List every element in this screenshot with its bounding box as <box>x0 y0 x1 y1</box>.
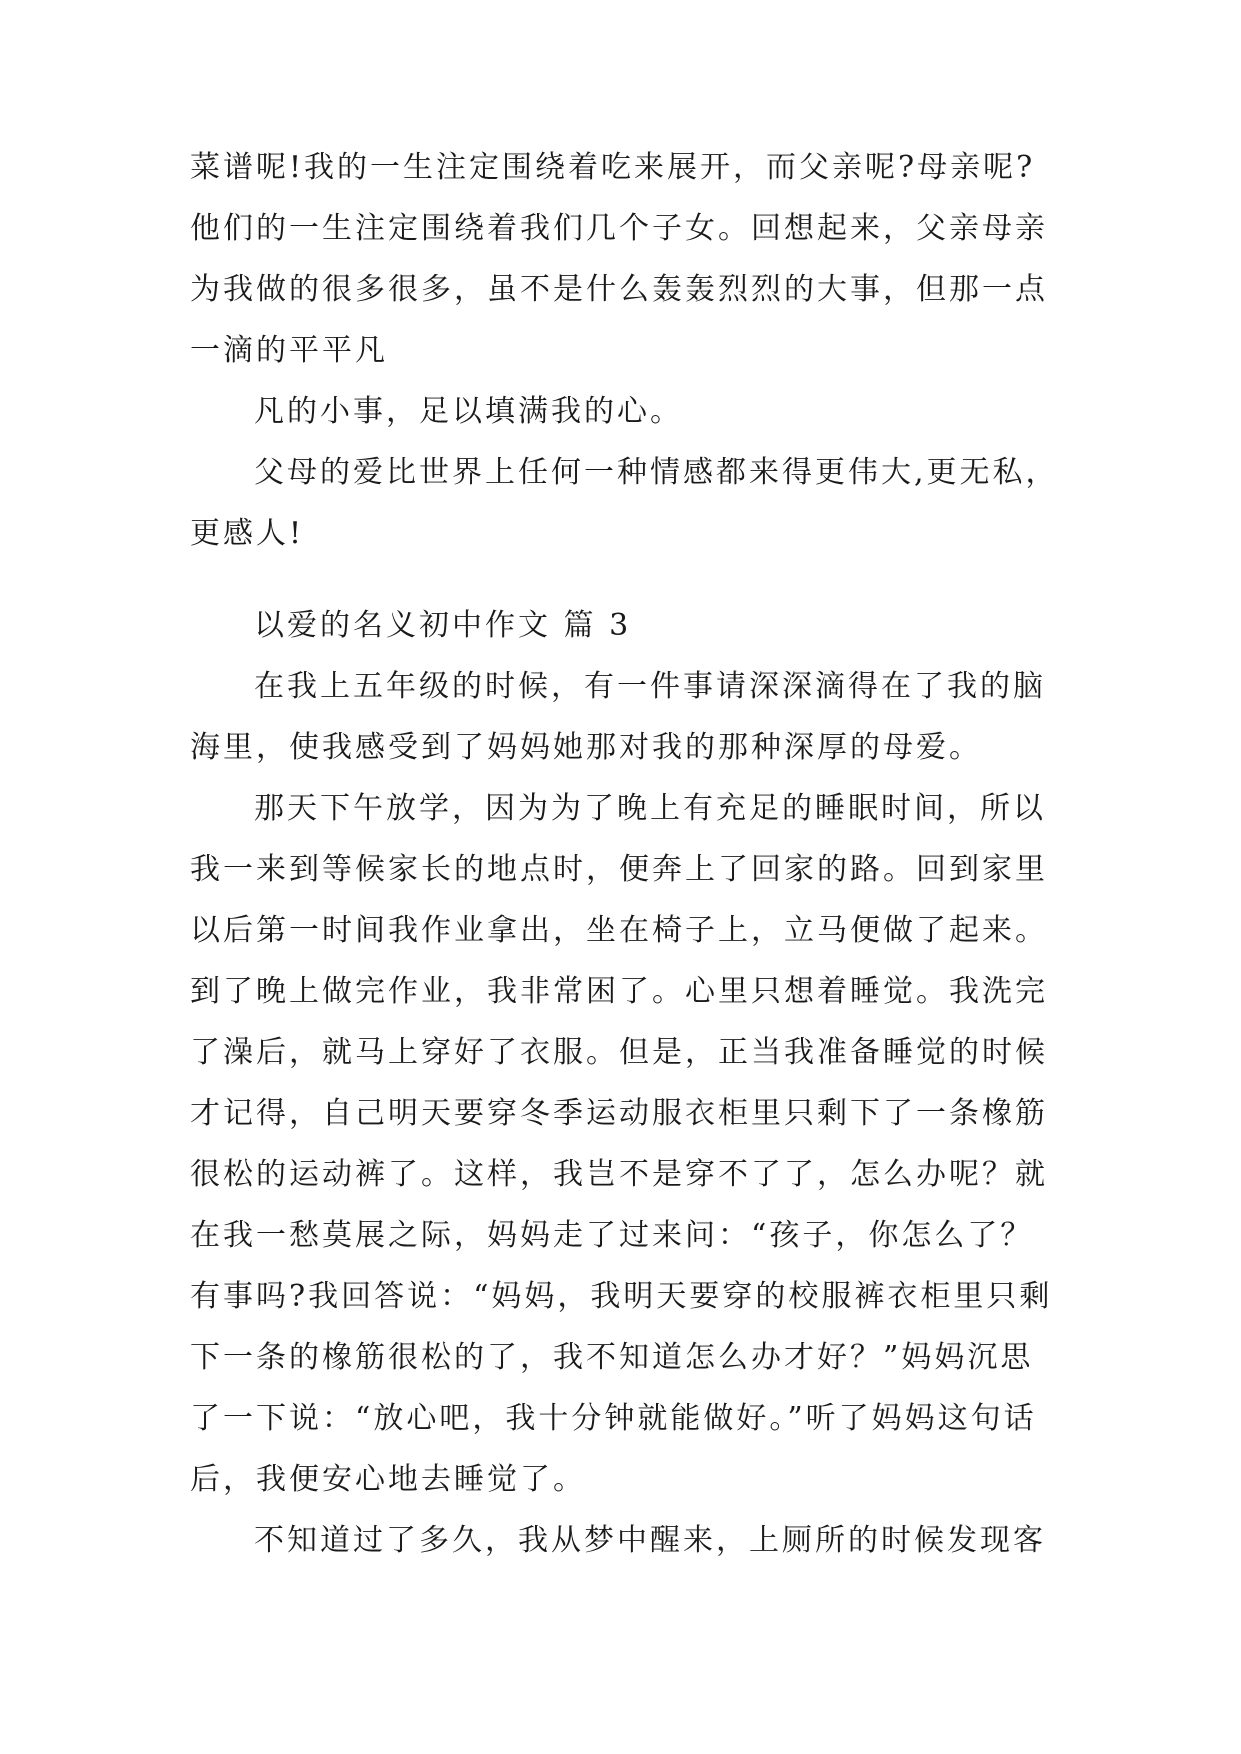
text-line: 以后第一时间我作业拿出，坐在椅子上，立马便做了起来。 <box>190 913 1048 948</box>
text-line: 更感人! <box>190 516 305 551</box>
text-line: 一滴的平平凡 <box>190 333 388 368</box>
text-line: 才记得，自己明天要穿冬季运动服衣柜里只剩下了一条橡筋 <box>190 1096 1048 1131</box>
paragraph-parents-love <box>190 442 1070 564</box>
text-line: 后，我便安心地去睡觉了。 <box>190 1462 586 1497</box>
text-line: 在我上五年级的时候，有一件事请深深滴得在了我的脑 <box>254 669 1046 704</box>
section-heading: 以爱的名义初中作文 篇 3 <box>254 608 632 643</box>
paragraph-small-things <box>190 381 1070 442</box>
continuation-paragraph <box>190 137 1070 381</box>
text-line: 凡的小事，足以填满我的心。 <box>254 394 683 429</box>
text-line: 我一来到等候家长的地点时，便奔上了回家的路。回到家里 <box>190 852 1048 887</box>
text-line: 那天下午放学，因为为了晚上有充足的睡眠时间，所以 <box>254 791 1046 826</box>
paragraph-3 <box>190 1510 1070 1571</box>
text-line: 了一下说：“放心吧，我十分钟就能做好。”听了妈妈这句话 <box>190 1401 1037 1436</box>
text-line: 下一条的橡筋很松的了，我不知道怎么办才好？”妈妈沉思 <box>190 1340 1034 1375</box>
text-line: 海里，使我感受到了妈妈她那对我的那种深厚的母爱。 <box>190 730 982 765</box>
text-line: 菜谱呢!我的一生注定围绕着吃来展开，而父亲呢?母亲呢? <box>190 150 1036 185</box>
text-line: 为我做的很多很多，虽不是什么轰轰烈烈的大事，但那一点 <box>190 272 1048 307</box>
text-line: 父母的爱比世界上任何一种情感都来得更伟大,更无私， <box>254 455 1059 490</box>
text-line: 到了晚上做完作业，我非常困了。心里只想着睡觉。我洗完 <box>190 974 1048 1009</box>
text-line: 他们的一生注定围绕着我们几个子女。回想起来，父亲母亲 <box>190 211 1048 246</box>
paragraph-1 <box>190 656 1070 778</box>
text-line: 不知道过了多久，我从梦中醒来，上厕所的时候发现客 <box>254 1523 1046 1558</box>
text-line: 有事吗?我回答说：“妈妈，我明天要穿的校服裤衣柜里只剩 <box>190 1279 1053 1314</box>
paragraph-2 <box>190 778 1070 1510</box>
text-line: 很松的运动裤了。这样，我岂不是穿不了了，怎么办呢？就 <box>190 1157 1048 1192</box>
text-line: 在我一愁莫展之际，妈妈走了过来问：“孩子，你怎么了？ <box>190 1218 1034 1253</box>
text-line: 了澡后，就马上穿好了衣服。但是，正当我准备睡觉的时候 <box>190 1035 1048 1070</box>
